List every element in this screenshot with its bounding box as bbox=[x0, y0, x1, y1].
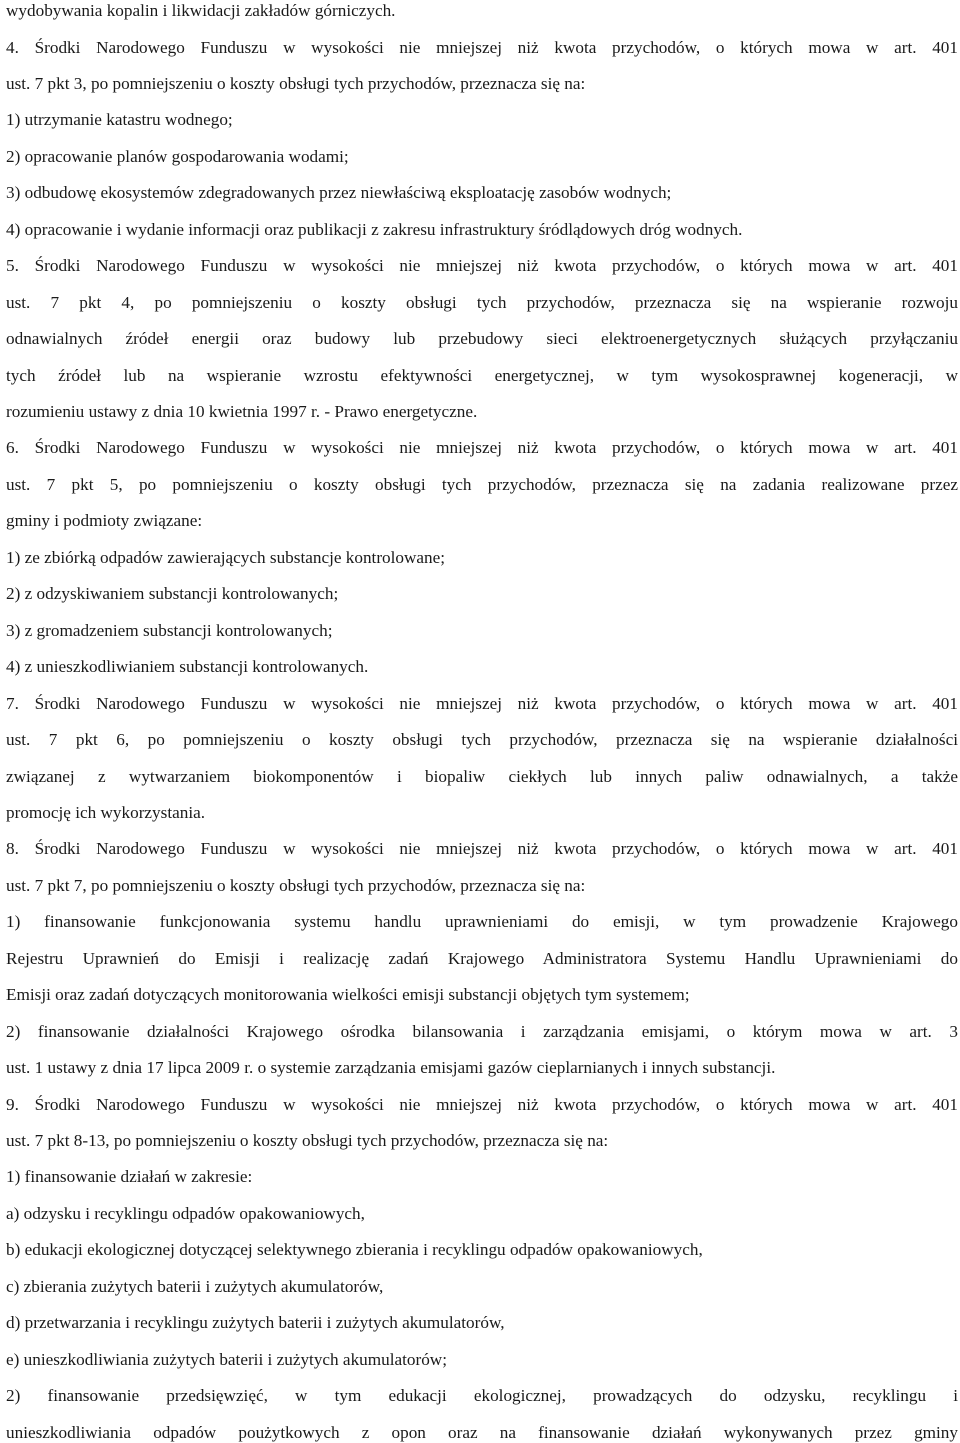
document-line: rozumieniu ustawy z dnia 10 kwietnia 1997 r. - Prawo energetyczne. bbox=[6, 402, 478, 421]
document-line: 1) ze zbiórką odpadów zawierających substancje kontrolowane; bbox=[6, 547, 446, 567]
document-line: ust. 7 pkt 5, po pomniejszeniu o koszty obsługi tych przychodów, przeznacza się na zadania realizowane przez bbox=[6, 474, 958, 494]
document-line: ust. 7 pkt 3, po pomniejszeniu o koszty obsługi tych przychodów, przeznacza się na: bbox=[6, 73, 586, 93]
document-line: 6. Środki Narodowego Funduszu w wysokości nie mniejszej niż kwota przychodów, o których mowa w art. 401 bbox=[6, 438, 958, 458]
document-line: b) edukacji ekologicznej dotyczącej selektywnego zbierania i recyklingu odpadów opakowaniowych, bbox=[6, 1240, 703, 1260]
document-line: 3) odbudowę ekosystemów zdegradowanych przez niewłaściwą eksploatację zasobów wodnych; bbox=[6, 183, 672, 203]
document-line: ust. 1 ustawy z dnia 17 lipca 2009 r. o systemie zarządzania emisjami gazów cieplarnianych i innych substancji. bbox=[6, 1058, 776, 1078]
document-line: związanej z wytwarzaniem biokomponentów i biopaliw ciekłych lub innych paliw odnawialnych, a także bbox=[6, 766, 958, 786]
document-line: d) przetwarzania i recyklingu zużytych baterii i zużytych akumulatorów, bbox=[6, 1313, 505, 1333]
document-line: wydobywania kopalin i likwidacji zakładów górniczych. bbox=[6, 1, 396, 20]
document-line: ust. 7 pkt 4, po pomniejszeniu o koszty obsługi tych przychodów, przeznacza się na wspieranie rozwoju bbox=[6, 292, 958, 312]
document-line: 7. Środki Narodowego Funduszu w wysokości nie mniejszej niż kwota przychodów, o których mowa w art. 401 bbox=[6, 693, 958, 713]
document-line: odnawialnych źródeł energii oraz budowy lub przebudowy sieci elektroenergetycznych służących przyłączaniu bbox=[6, 329, 958, 349]
document-line: Emisji oraz zadań dotyczących monitorowania wielkości emisji substancji objętych tym systemem; bbox=[6, 985, 690, 1005]
document-line: e) unieszkodliwiania zużytych baterii i zużytych akumulatorów; bbox=[6, 1349, 447, 1369]
document-line: 4) opracowanie i wydanie informacji oraz publikacji z zakresu infrastruktury śródlądowych dróg wodnych. bbox=[6, 219, 743, 239]
document-line: 1) finansowanie funkcjonowania systemu handlu uprawnieniami do emisji, w tym prowadzenie Krajowego bbox=[6, 912, 958, 932]
document-line: 4) z unieszkodliwianiem substancji kontrolowanych. bbox=[6, 657, 369, 677]
document-line: 2) finansowanie działalności Krajowego ośrodka bilansowania i zarządzania emisjami, o którym mowa w art. 3 bbox=[6, 1021, 958, 1041]
document-line: ust. 7 pkt 8-13, po pomniejszeniu o koszty obsługi tych przychodów, przeznacza się na: bbox=[6, 1131, 609, 1150]
document-line: 5. Środki Narodowego Funduszu w wysokości nie mniejszej niż kwota przychodów, o których mowa w art. 401 bbox=[6, 256, 958, 276]
document-line: 4. Środki Narodowego Funduszu w wysokości nie mniejszej niż kwota przychodów, o których mowa w art. 401 bbox=[6, 37, 958, 57]
document-line: 2) opracowanie planów gospodarowania wodami; bbox=[6, 146, 349, 166]
document-line: ust. 7 pkt 6, po pomniejszeniu o koszty obsługi tych przychodów, przeznacza się na wspieranie działalności bbox=[6, 730, 958, 749]
document-line: c) zbierania zużytych baterii i zużytych akumulatorów, bbox=[6, 1276, 384, 1296]
document-line: 9. Środki Narodowego Funduszu w wysokości nie mniejszej niż kwota przychodów, o których mowa w art. 401 bbox=[6, 1094, 958, 1114]
document-line: promocję ich wykorzystania. bbox=[6, 802, 206, 822]
document-line: 1) finansowanie działań w zakresie: bbox=[6, 1167, 253, 1187]
document-line: 1) utrzymanie katastru wodnego; bbox=[6, 110, 233, 130]
document-line: 8. Środki Narodowego Funduszu w wysokości nie mniejszej niż kwota przychodów, o których mowa w art. 401 bbox=[6, 839, 958, 859]
document-line: Rejestru Uprawnień do Emisji i realizację zadań Krajowego Administratora Systemu Handlu Uprawnieniami do bbox=[6, 948, 958, 968]
document-line: unieszkodliwiania odpadów poużytkowych z opon oraz na finansowanie działań wykonywanych przez gminy bbox=[6, 1422, 958, 1442]
document-line: 2) z odzyskiwaniem substancji kontrolowanych; bbox=[6, 584, 339, 604]
document-line: gminy i podmioty związane: bbox=[6, 511, 203, 531]
document-line: ust. 7 pkt 7, po pomniejszeniu o koszty obsługi tych przychodów, przeznacza się na: bbox=[6, 875, 586, 895]
document-line: a) odzysku i recyklingu odpadów opakowaniowych, bbox=[6, 1203, 365, 1223]
document-line: 2) finansowanie przedsięwzięć, w tym edukacji ekologicznej, prowadzących do odzysku, recyklingu i bbox=[6, 1386, 958, 1406]
document-line: 3) z gromadzeniem substancji kontrolowanych; bbox=[6, 620, 333, 640]
document-line: tych źródeł lub na wspieranie wzrostu efektywności energetycznej, w tym wysokosprawnej kogeneracji, w bbox=[6, 365, 958, 385]
